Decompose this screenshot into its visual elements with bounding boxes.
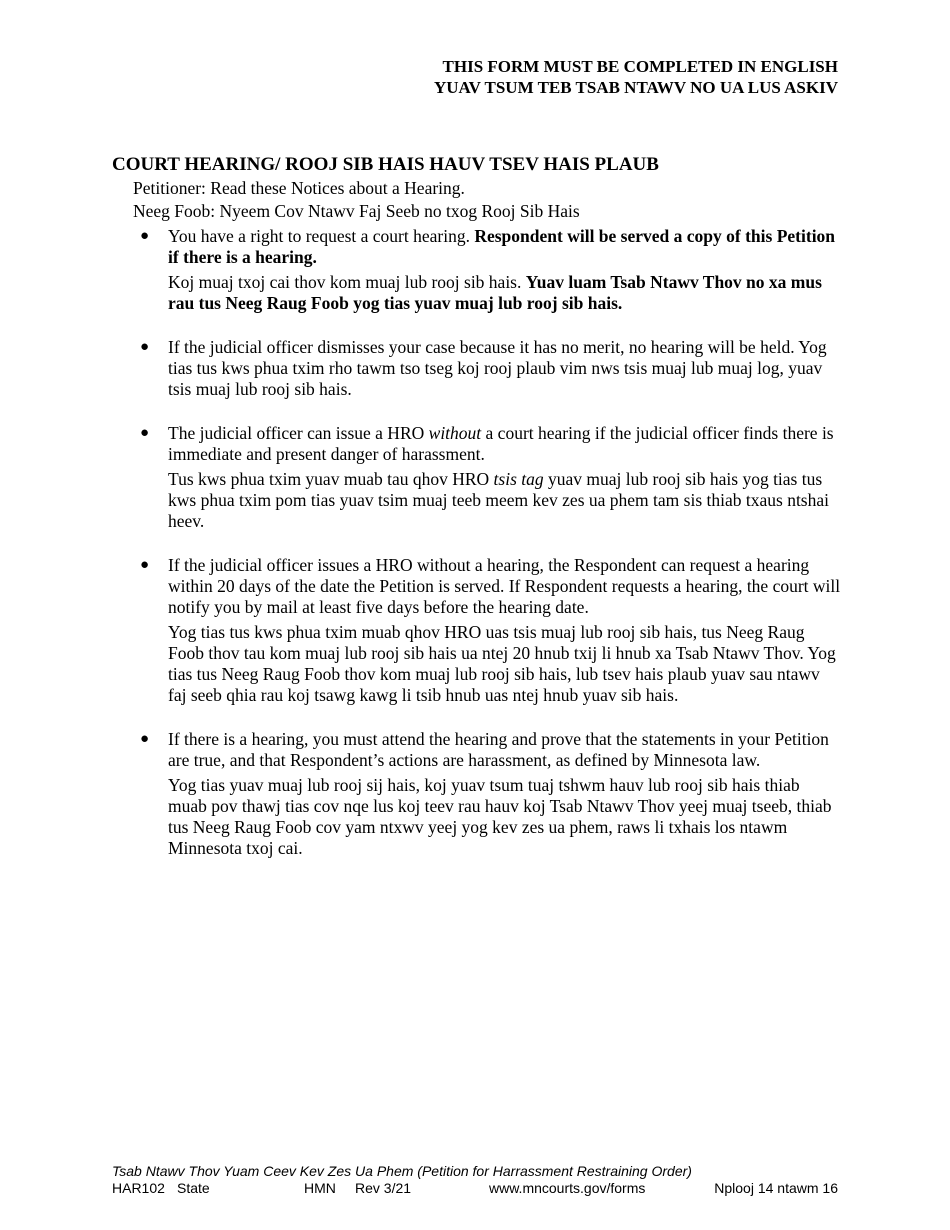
- header-line-hmong: YUAV TSUM TEB TSAB NTAWV NO UA LUS ASKIV: [433, 78, 838, 97]
- bullet-icon: ●: [140, 557, 150, 573]
- notice-item: [140, 226, 842, 314]
- notice-list: [140, 226, 842, 882]
- notice-item: [140, 555, 842, 706]
- notice-bold-text: Yuav luam Tsab Ntawv Thov no xa mus rau tus Neeg Raug Foob yog tias yuav muaj lub rooj sib hais.: [168, 272, 822, 313]
- notice-hmong: [168, 469, 842, 532]
- header-line-english: THIS FORM MUST BE COMPLETED IN ENGLISH: [442, 57, 838, 76]
- notice-item: [140, 337, 842, 400]
- bullet-icon: ●: [140, 731, 150, 747]
- bullet-icon: ●: [140, 339, 150, 355]
- notice-hmong: [168, 272, 842, 314]
- notice-italic-text: without: [428, 423, 482, 443]
- notice-text: Tus kws phua txim yuav muab tau qhov HRO: [168, 469, 494, 489]
- notice-item: [140, 423, 842, 532]
- form-header: [434, 56, 838, 98]
- bullet-icon: ●: [140, 228, 150, 244]
- notice-english: If there is a hearing, you must attend the hearing and prove that the statements in your Petition are true, and that Respondent’s actions are harassment, as defined by Minnesota law.: [168, 729, 829, 770]
- notice-text: You have a right to request a court hearing.: [168, 226, 475, 246]
- notice-text: yuav muaj lub rooj sib hais yog tias tus kws phua txim pom tias yuav tsim muaj teeb meem kev zes ua phem tam sis thiab txaus ntshai heev.: [168, 469, 829, 531]
- notice-english: [168, 423, 842, 465]
- notice-english: [168, 226, 842, 268]
- notice-bold-text: Respondent will be served a copy of this Petition if there is a hearing.: [168, 226, 836, 267]
- footer-info-row: [112, 1180, 838, 1197]
- footer-url[interactable]: www.mncourts.gov/forms: [489, 1180, 646, 1196]
- notice-hmong: Yog tias yuav muaj lub rooj sij hais, koj yuav tsum tuaj tshwm hauv lub rooj sib hais thiab muab pov thawj tias cov nqe lus koj teev rau hauv koj Tsab Ntawv Thov yeej muaj tseeb, thiab tus Neeg Raug Foob cov yam ntxwv yeej yog kev zes ua phem, raws li txhais los ntawm Minnesota txoj cai.: [168, 775, 832, 858]
- intro-hmong: Neeg Foob: Nyeem Cov Ntawv Faj Seeb no txog Rooj Sib Hais: [133, 201, 580, 221]
- notice-text: The judicial officer can issue a HRO: [168, 423, 429, 443]
- intro-block: [133, 177, 580, 223]
- footer-form-title: Tsab Ntawv Thov Yuam Ceev Kev Zes Ua Phem (Petition for Harrassment Restraining Order): [112, 1163, 692, 1179]
- footer-state: State: [177, 1180, 210, 1196]
- notice-text: Koj muaj txoj cai thov kom muaj lub rooj sib hais.: [168, 272, 526, 292]
- footer-revision: Rev 3/21: [355, 1180, 412, 1196]
- footer-form-code: HAR102: [112, 1180, 165, 1196]
- notice-english: If the judicial officer dismisses your case because it has no merit, no hearing will be held. Yog tias tus kws phua txim rho tawm tso tseg koj rooj plaub vim nws tsis muaj lub muaj log, yuav tsis muaj lub rooj sib hais.: [168, 337, 827, 399]
- section-title: COURT HEARING/ ROOJ SIB HAIS HAUV TSEV HAIS PLAUB: [112, 154, 659, 175]
- footer-page-number: Nplooj 14 ntawm 16: [714, 1180, 838, 1196]
- page-footer: [112, 1163, 838, 1197]
- notice-english: If the judicial officer issues a HRO without a hearing, the Respondent can request a hearing within 20 days of the date the Petition is served. If Respondent requests a hearing, the court will notify you by mail at least five days before the hearing date.: [168, 555, 841, 617]
- notice-hmong: Yog tias tus kws phua txim muab qhov HRO uas tsis muaj lub rooj sib hais, tus Neeg Raug Foob thov tau kom muaj lub rooj sib hais ua ntej 20 hnub txij li hnub xa Tsab Ntawv Thov. Yog tias tus Neeg Raug Foob thov kom muaj lub rooj sib hais, lub tsev hais plaub yuav sau ntawv faj seeb qhia rau koj tsawg kawg li tsib hnub uas ntej hnub yuav sib hais.: [168, 622, 836, 705]
- bullet-icon: ●: [140, 425, 150, 441]
- notice-item: [140, 729, 842, 859]
- footer-language: HMN: [304, 1180, 336, 1196]
- notice-italic-text: tsis tag: [493, 469, 544, 489]
- intro-english: Petitioner: Read these Notices about a Hearing.: [133, 178, 465, 198]
- notice-text: a court hearing if the judicial officer finds there is immediate and present danger of harassment.: [168, 423, 834, 464]
